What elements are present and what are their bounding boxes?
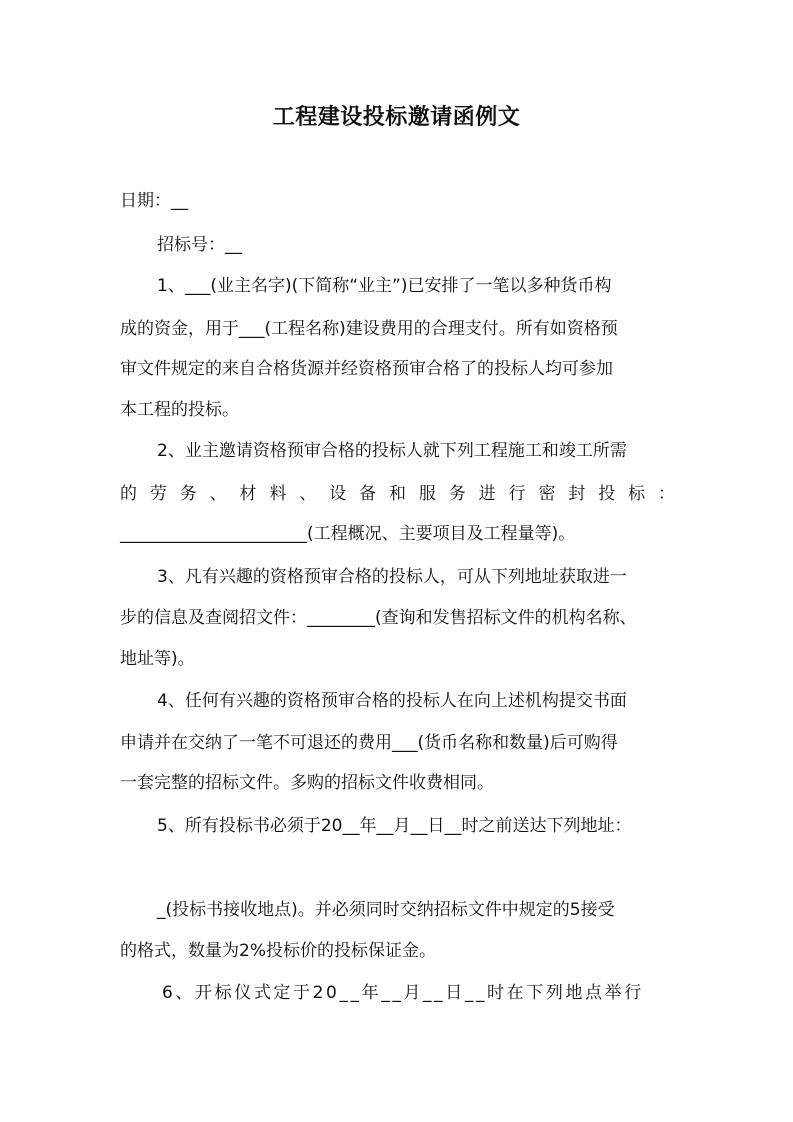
para1-line2: 成的资金，用于___(工程名称)建设费用的合理支付。所有如资格预	[120, 319, 618, 339]
para6-line1: 6、开标仪式定于20__年__月__日__时在下列地点举行	[162, 983, 644, 1003]
para1-line1: 1、___(业主名字)(下简称“业主”)已安排了一笔以多种货币构	[157, 276, 612, 296]
para3-line1: 3、凡有兴趣的资格预审合格的投标人，可从下列地址获取进一	[157, 567, 627, 587]
para5-line3: 的格式，数量为2%投标价的投标保证金。	[120, 941, 436, 961]
para1-line3: 审文件规定的来自合格货源并经资格预审合格了的投标人均可参加	[120, 359, 613, 379]
para2-line3: ______________________(工程概况、主要项目及工程量等)。	[120, 524, 576, 544]
para5-line2: _(投标书接收地点)。并必须同时交纳招标文件中规定的5接受	[157, 900, 615, 920]
para2-line1: 2、业主邀请资格预审合格的投标人就下列工程施工和竣工所需	[157, 441, 627, 461]
para4-line1: 4、任何有兴趣的资格预审合格的投标人在向上述机构提交书面	[157, 691, 627, 711]
bid-number-line: 招标号：__	[157, 235, 242, 255]
para3-line2: 步的信息及查阅招文件：________(查询和发售招标文件的机构名称、	[120, 608, 637, 628]
para4-line3: 一套完整的招标文件。多购的招标文件收费相同。	[120, 773, 494, 793]
date-line: 日期：__	[120, 191, 188, 211]
document-title: 工程建设投标邀请函例文	[272, 105, 521, 130]
para5-line1: 5、所有投标书必须于20__年__月__日__时之前送达下列地址：	[157, 816, 632, 836]
para1-line4: 本工程的投标。	[120, 400, 239, 420]
para3-line3: 地址等)。	[120, 649, 195, 669]
para4-line2: 申请并在交纳了一笔不可退还的费用___(货币名称和数量)后可购得	[120, 733, 618, 753]
para2-line2: 的劳务、材料、设备和服务进行密封投标：	[120, 484, 675, 504]
